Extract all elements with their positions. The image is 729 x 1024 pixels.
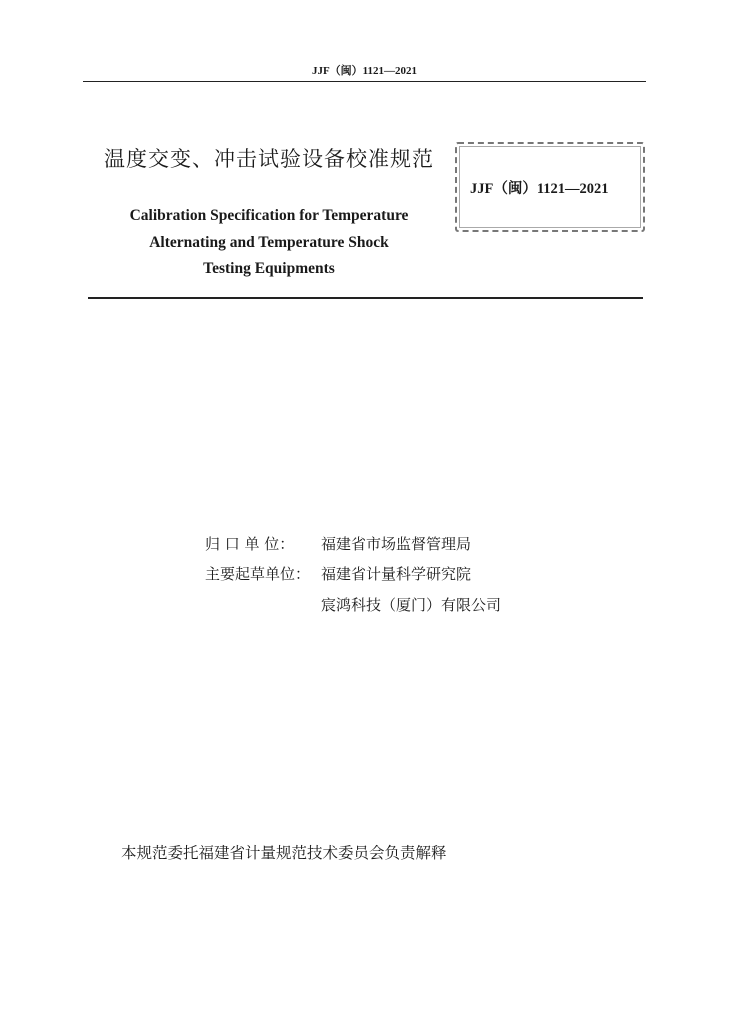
running-header-code: JJF（闽）1121—2021 [311, 65, 418, 77]
english-title-line-3: Testing Equipments [203, 260, 335, 277]
drafting-unit-value-1: 福建省计量科学研究院 [321, 565, 472, 583]
english-title-line-2: Alternating and Temperature Shock [149, 233, 389, 251]
header-rule [83, 81, 646, 82]
specification-code: JJF（闽）1121—2021 [470, 181, 609, 197]
drafting-unit-row-2 [321, 594, 501, 615]
responsible-unit-label: 归 口 单 位： [205, 535, 295, 553]
drafting-unit-label: 主要起草单位： [205, 565, 311, 583]
title-divider-rule [88, 297, 643, 299]
responsible-unit-value: 福建省市场监督管理局 [321, 535, 472, 553]
drafting-unit-row [205, 563, 471, 584]
chinese-title: 温度交变、冲击试验设备校准规范 [104, 147, 434, 171]
responsible-unit-row [205, 533, 471, 554]
interpretation-note: 本规范委托福建省计量规范技术委员会负责解释 [121, 844, 447, 862]
english-title [104, 203, 434, 283]
english-title-line-1: Calibration Specification for Temperature [129, 207, 409, 224]
drafting-unit-value-2: 宸鸿科技（厦门）有限公司 [321, 596, 502, 614]
